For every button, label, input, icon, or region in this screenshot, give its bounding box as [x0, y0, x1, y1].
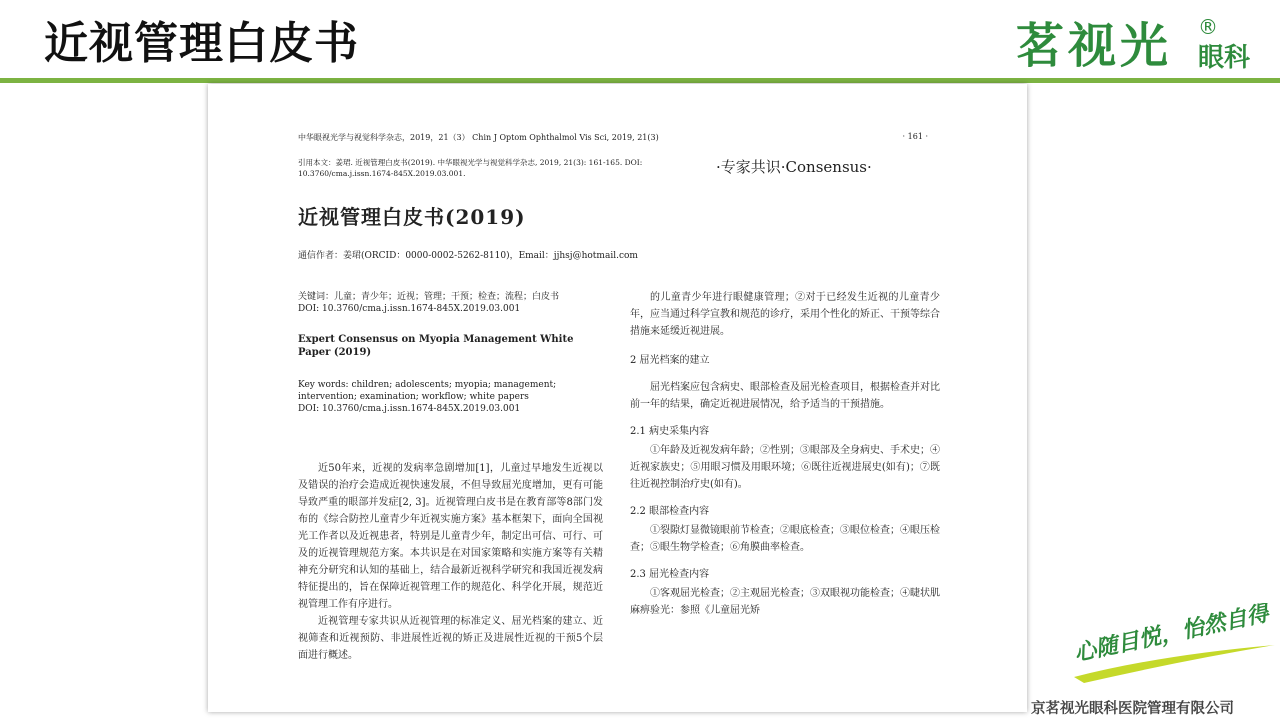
svg-text:眼科: 眼科 [1198, 43, 1251, 72]
svg-text:京茗视光眼科医院管理有限公司: 京茗视光眼科医院管理有限公司 [1031, 701, 1234, 717]
subsection-heading: 2.2 眼部检查内容 [630, 506, 710, 517]
journal-header-text: 中华眼视光学与视觉科学杂志，2019，21（3） Chin J Optom Ophthalmol Vis Sci, 2019, 21(3) [298, 133, 659, 142]
keywords-cn: 关键词：儿童；青少年；近视；管理；干预；检查；流程；白皮书 [298, 292, 560, 302]
paper-title: 近视管理白皮书(2019) [298, 205, 526, 229]
brand-logo-graphic [1016, 10, 1276, 72]
body-paragraph: 近视管理专家共识从近视管理的标准定义、屈光档案的建立、近视筛查和近视预防、非进展性近视的矫正及进展性近视的干预5个层面进行概述。 [298, 616, 603, 661]
svg-text:®: ® [1198, 15, 1218, 39]
citation: 引用本文：姜珺. 近视管理白皮书(2019). 中华眼视光学与视觉科学杂志, 2019, 21(3): 161-165. DOI: 10.3760/cma.j.issn.1674-845X.2019.03.001. [298, 158, 643, 178]
brand-logo [1016, 10, 1276, 76]
section-tag: ·专家共识·Consensus· [716, 158, 872, 176]
subsection-heading: 2.1 病史采集内容 [630, 426, 710, 437]
english-title: Expert Consensus on Myopia Management White Paper (2019) [298, 334, 574, 358]
brand-slogan [1070, 603, 1280, 687]
page-number: · 161 · [902, 132, 928, 141]
body-paragraph: 的儿童青少年进行眼健康管理；②对于已经发生近视的儿童青少年，应当通过科学宣教和规范的诊疗，采用个性化的矫正、干预等综合措施来延缓近视进展。 [630, 292, 940, 337]
keywords-en: Key words: children; adolescents; myopia; management; intervention; examination; workflow; white papers [298, 380, 557, 402]
doi-cn: DOI: 10.3760/cma.j.issn.1674-845X.2019.03.001 [298, 304, 521, 314]
body-paragraph: ①年龄及近视发病年龄；②性别；③眼部及全身病史、手术史；④近视家族史；⑤用眼习惯及用眼环境；⑥既往近视进展史(如有)；⑦既往近视控制治疗史(如有)。 [630, 445, 940, 490]
journal-header [298, 132, 928, 143]
company-name-graphic [1031, 697, 1280, 719]
slogan-graphic [1070, 603, 1280, 683]
svg-text:茗视光: 茗视光 [1016, 18, 1173, 72]
paper-page [208, 84, 1027, 712]
abstract-column [298, 291, 603, 415]
company-name [1031, 697, 1280, 723]
section-heading: 2 屈光档案的建立 [630, 355, 710, 366]
title-underline [0, 78, 1280, 83]
doi-en: DOI: 10.3760/cma.j.issn.1674-845X.2019.03.001 [298, 404, 521, 414]
svg-text:心随目悦，怡然自得: 心随目悦，怡然自得 [1072, 603, 1271, 667]
body-paragraph: ①客观屈光检查；②主观屈光检查；③双眼视功能检查；④睫状肌麻痹验光：参照《儿童屈光矫 [630, 588, 940, 616]
body-paragraph: 近50年来，近视的发病率急剧增加[1]，儿童过早地发生近视以及错误的治疗会造成近视快速发展，不但导致屈光度增加，更有可能导致严重的眼部并发症[2, 3]。近视管理白皮书是在教育部等8部门发布的《综合防控儿童青少年近视实施方案》基本框架下，面向全国视光工作者以及近视患者，特别是儿童青少年，制定出可信、可行、可及的近视管理规范方案。本共识是在对国家策略和实施方案等有关精神充分研究和认知的基础上，结合最新近视科学研究和我国近视发病特征提出的，旨在保障近视管理工作的规范化、科学化开展，规范近视管理工作有序进行。 [298, 463, 603, 610]
body-left-column [298, 460, 603, 664]
subsection-heading: 2.3 屈光检查内容 [630, 569, 710, 580]
body-right-column [630, 289, 940, 619]
body-paragraph: 屈光档案应包含病史、眼部检查及屈光检查项目，根据检查并对比前一年的结果，确定近视进展情况，给予适当的干预措施。 [630, 382, 940, 410]
body-paragraph: ①裂隙灯显微镜眼前节检查；②眼底检查；③眼位检查；④眼压检查；⑤眼生物学检查；⑥角膜曲率检查。 [630, 525, 940, 553]
slide-title: 近视管理白皮书 [44, 18, 359, 69]
correspondence-author: 通信作者：姜珺(ORCID：0000-0002-5262-8110)，Email：jjhsj@hotmail.com [298, 251, 638, 261]
